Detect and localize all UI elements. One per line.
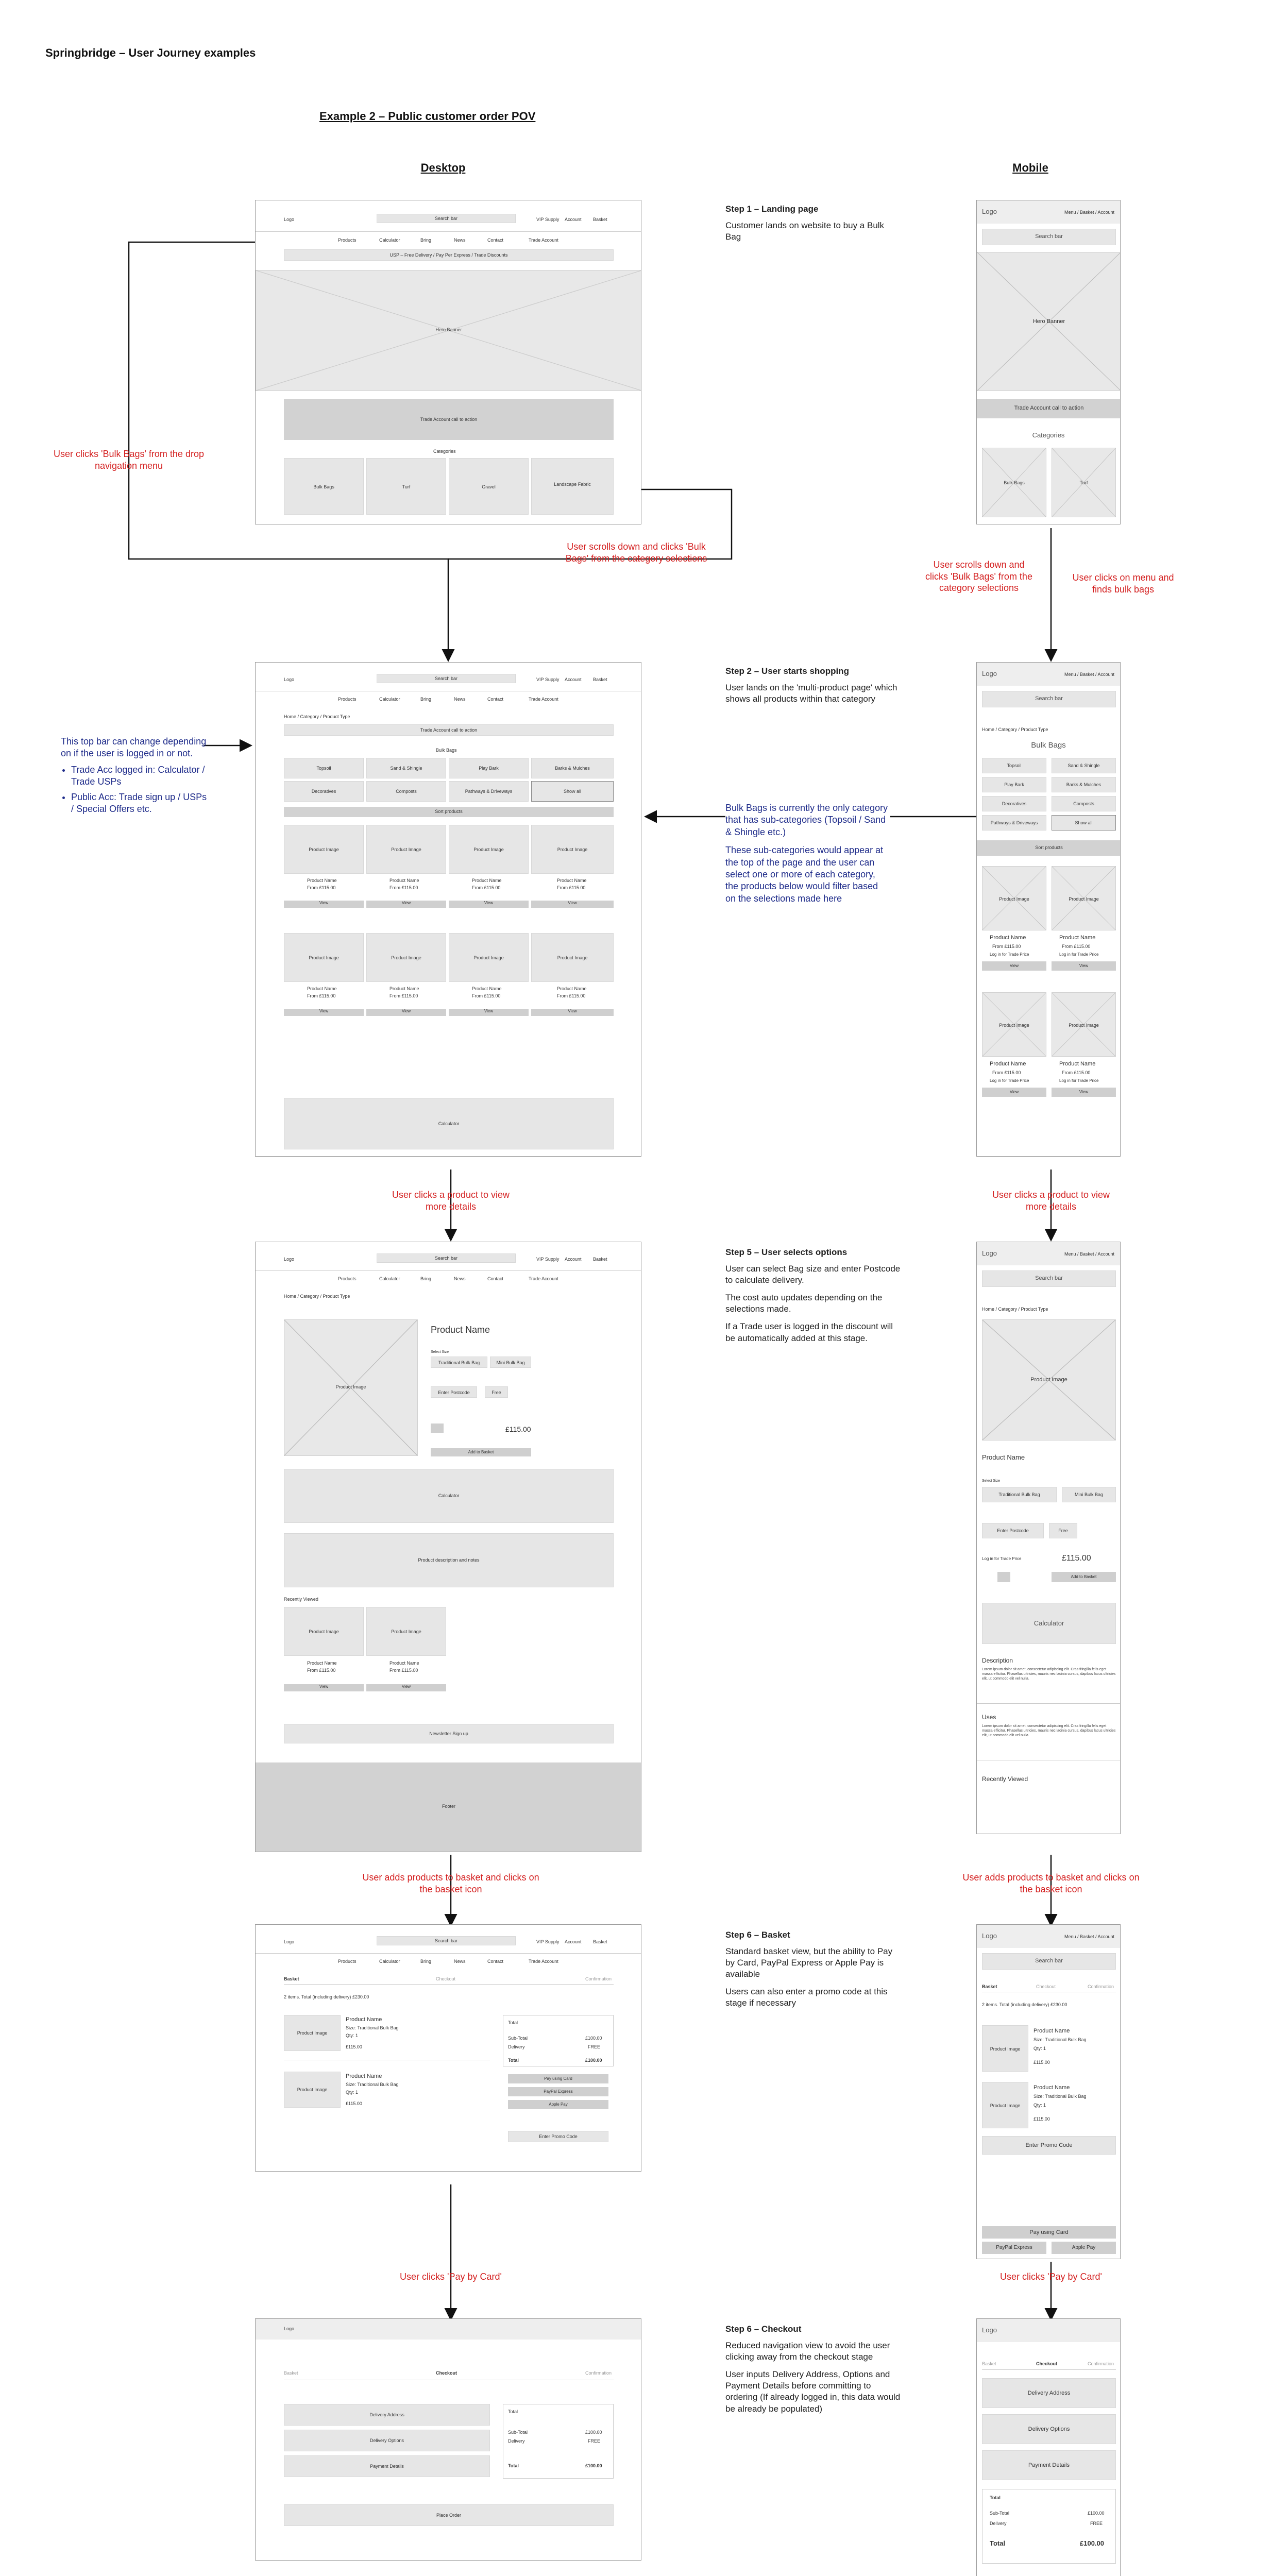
view-button[interactable]: View: [531, 901, 614, 908]
note-product-desktop: User clicks a product to view more details: [392, 1190, 510, 1212]
delivery-address-section[interactable]: Delivery Address: [982, 2378, 1116, 2408]
newsletter-signup[interactable]: Newsletter Sign up: [284, 1724, 614, 1743]
sort-products[interactable]: Sort products: [977, 840, 1121, 856]
step-6-checkout-text: Step 6 – Checkout Reduced navigation view to avoid the user clicking away from the checkout stage User inputs Delivery Address, Options and Payment Details before committing to ordering (If already logged in, this data would be already be populated): [725, 2324, 901, 2414]
note-scroll-desktop: User scrolls down and clicks 'Bulk Bags' from the category selections: [565, 541, 707, 564]
view-button[interactable]: View: [982, 1088, 1046, 1097]
desktop-category-wireframe: Logo Search bar VIP Supply Account Basket Products Calculator Bring News Contact Trade Account Home / Category / Product Type Trade Account call to action Bulk Bags Topsoil Sand & Shingle Play Bark Barks & Mulches Decoratives Composts Pathways & Driveways Show all Sort products Product Image Product Image Product Image Product Image Product Name Product Name Product Name Product Name From £115.00 From £115.00 From £115.00 From £115.00 View View View View Product Image Product Image Product Image Product Image Product Name Product Name Product Name Product Name From £115.00 From £115.00 From £115.00 From £115.00 View View View View Calculator: [255, 662, 641, 1157]
delivery-options-section[interactable]: Delivery Options: [982, 2414, 1116, 2444]
subcat-decoratives[interactable]: Decoratives: [982, 796, 1046, 811]
mobile-column-header: Mobile: [1012, 161, 1048, 174]
logo[interactable]: Logo: [284, 217, 295, 222]
desktop-basket-wireframe: Logo Search bar VIP Supply Account Basket Products Calculator Bring News Contact Trade Account Basket Checkout Confirmation 2 items. Total (including delivery) £230.00 Product Image Product Name Size: Traditional Bulk Bag Qty: 1 £115.00 Product Image Product Name Size: Traditional Bulk Bag Qty: 1 £115.00 Total Sub-Total £100.00 Delivery FREE Total £100.00 Pay using Card PayPal Express Apple Pay Enter Promo Code: [255, 1924, 641, 2172]
hero-banner[interactable]: Hero Banner: [977, 252, 1121, 391]
description-text: Lorem ipsum dolor sit amet, consectetur adipiscing elit. Cras fringilla felis eget massa efficitur. Phasellus ultricies, mauris nec lacinia cursus, dapibus lacus ultricies elit, ut commodo elit vel nulla.: [982, 1668, 1116, 1681]
view-button[interactable]: View: [366, 901, 446, 908]
note-product-mobile: User clicks a product to view more details: [992, 1190, 1110, 1212]
subcat-sand[interactable]: Sand & Shingle: [1052, 758, 1116, 773]
postcode-input[interactable]: Enter Postcode: [431, 1386, 477, 1398]
step-6-basket-text: Step 6 – Basket Standard basket view, but the ability to Pay by Card, PayPal Express or Apple Pay is available Users can also enter a promo code at this stage if necessary: [725, 1930, 893, 2008]
subcat-pathways[interactable]: Pathways & Driveways: [449, 781, 529, 802]
note-subcategories: Bulk Bags is currently the only category that has sub-categories (Topsoil / Sand & Shingle etc.) These sub-categories would appear at the top of the page and the user can select one or more of each category, the products below would filter based on the selections made here: [725, 802, 890, 905]
subcat-composts[interactable]: Composts: [366, 781, 446, 802]
note-pay-desktop: User clicks 'Pay by Card': [400, 2272, 502, 2282]
subcat-show-all[interactable]: Show all: [1052, 815, 1116, 831]
subcat-composts[interactable]: Composts: [1052, 796, 1116, 811]
bag-option-mini[interactable]: Mini Bulk Bag: [490, 1357, 531, 1368]
category-gravel[interactable]: Gravel: [449, 458, 529, 515]
view-button[interactable]: View: [284, 1009, 364, 1016]
mobile-landing-wireframe: Logo Menu / Basket / Account Search bar Hero Banner Trade Account call to action Categories Bulk Bags Turf: [976, 200, 1121, 524]
mobile-category-wireframe: Logo Menu / Basket / Account Search bar Home / Category / Product Type Bulk Bags Topsoil Sand & Shingle Play Bark Barks & Mulches Decoratives Composts Pathways & Driveways Show all Sort products Product Image Product Image Product Name Product Name From £115.00 From £115.00 Log in for Trade Price Log in for Trade Price View View Product Image Product Image Product Name Product Name From £115.00 From £115.00 Log in for Trade Price Log in for Trade Price View View: [976, 662, 1121, 1157]
note-pay-mobile: User clicks 'Pay by Card': [1000, 2272, 1102, 2282]
subcat-topsoil[interactable]: Topsoil: [284, 758, 364, 778]
mobile-basket-wireframe: Logo Menu / Basket / Account Search bar Basket Checkout Confirmation 2 items. Total (including delivery) £230.00 Product Image Product Name Size: Traditional Bulk Bag Qty: 1 £115.00 Product Image Product Name Size: Traditional Bulk Bag Qty: 1 £115.00 Enter Promo Code Pay using Card PayPal Express Apple Pay: [976, 1924, 1121, 2259]
qty-stepper[interactable]: [431, 1423, 444, 1433]
desktop-checkout-wireframe: Logo Basket Checkout Confirmation Delivery Address Delivery Options Payment Details Total Sub-Total £100.00 Delivery FREE Total £100.00 Place Order: [255, 2318, 641, 2561]
mobile-product-wireframe: Logo Menu / Basket / Account Search bar Home / Category / Product Type Product Image Product Name Select Size Traditional Bulk Bag Mini Bulk Bag Enter Postcode Free Log in for Trade Price £115.00 Add to Basket Calculator Description Lorem ipsum dolor sit amet, consectetur adipiscing elit. Cras fringilla felis eget massa efficitur. Phasellus ultricies, mauris nec lacinia cursus, dapibus lacus ultricies elit, ut commodo elit vel nulla. Uses Lorem ipsum dolor sit amet, consectetur adipiscing elit. Cras fringilla felis eget massa efficitur. Phasellus ultricies, mauris nec lacinia cursus, dapibus lacus ultricies elit, ut commodo elit vel nulla. Recently Viewed: [976, 1242, 1121, 1834]
view-button[interactable]: View: [982, 961, 1046, 971]
calculator[interactable]: Calculator: [284, 1098, 614, 1149]
uses-text: Lorem ipsum dolor sit amet, consectetur adipiscing elit. Cras fringilla felis eget massa efficitur. Phasellus ultricies, mauris nec lacinia cursus, dapibus lacus ultricies elit, ut commodo elit vel nulla.: [982, 1724, 1116, 1738]
payment-details-section[interactable]: Payment Details: [982, 2450, 1116, 2480]
mobile-search-input[interactable]: Search bar: [982, 1953, 1116, 1970]
view-button[interactable]: View: [449, 1009, 529, 1016]
mobile-checkout-wireframe: Logo Basket Checkout Confirmation Delivery Address Delivery Options Payment Details Total Sub-Total £100.00 Delivery FREE Total £100.00: [976, 2318, 1121, 2576]
pay-card-button[interactable]: Pay using Card: [982, 2226, 1116, 2239]
add-to-basket-button[interactable]: Add to Basket: [431, 1448, 531, 1456]
note-topbar: This top bar can change depending on if the user is logged in or not. • Trade Acc logged in: Calculator / Trade USPs • Public Acc: Trade sign up / USPs / Special Offers etc.: [61, 736, 210, 818]
subcat-barks[interactable]: Barks & Mulches: [531, 758, 614, 778]
category-bulk-bags[interactable]: Bulk Bags: [982, 448, 1046, 517]
paypal-button[interactable]: PayPal Express: [982, 2242, 1046, 2254]
mobile-search-input[interactable]: Search bar: [982, 1270, 1116, 1287]
desktop-product-wireframe: Logo Search bar VIP Supply Account Basket Products Calculator Bring News Contact Trade Account Home / Category / Product Type Product Image Product Name Select Size Traditional Bulk Bag Mini Bulk Bag Enter Postcode Free £115.00 Add to Basket Calculator Product description and notes Recently Viewed Product Image Product Image Product Name Product Name From £115.00 From £115.00 View View Newsletter Sign up Footer: [255, 1242, 641, 1852]
pay-card-button[interactable]: Pay using Card: [508, 2074, 608, 2083]
bag-option-mini[interactable]: Mini Bulk Bag: [1062, 1487, 1116, 1502]
step-1-text: Step 1 – Landing page Customer lands on website to buy a Bulk Bag: [725, 204, 885, 242]
subcat-barks[interactable]: Barks & Mulches: [1052, 777, 1116, 792]
desktop-landing-wireframe: Logo Search bar VIP Supply Account Basket Products Calculator Bring News Contact Trade Account USP – Free Delivery / Pay Per Express / Trade Discounts Hero Banner Trade Account call to action Categories Bulk Bags Turf Gravel Landscape Fabric: [255, 200, 641, 524]
view-button[interactable]: View: [449, 901, 529, 908]
bag-option-traditional[interactable]: Traditional Bulk Bag: [982, 1487, 1057, 1502]
search-input[interactable]: Search bar: [377, 214, 516, 223]
delivery-address-section[interactable]: Delivery Address: [284, 2404, 490, 2426]
add-to-basket-button[interactable]: Add to Basket: [1052, 1572, 1116, 1582]
delivery-options-section[interactable]: Delivery Options: [284, 2430, 490, 2451]
note-basket-desktop: User adds products to basket and clicks on the basket icon: [362, 1872, 539, 1894]
trade-cta[interactable]: Trade Account call to action: [284, 399, 614, 440]
apple-pay-button[interactable]: Apple Pay: [508, 2100, 608, 2109]
subcat-pathways[interactable]: Pathways & Driveways: [982, 815, 1046, 831]
postcode-input[interactable]: Enter Postcode: [982, 1523, 1044, 1538]
mobile-search-input[interactable]: Search bar: [982, 691, 1116, 707]
paypal-button[interactable]: PayPal Express: [508, 2087, 608, 2096]
subcat-play-bark[interactable]: Play Bark: [982, 777, 1046, 792]
subcat-topsoil[interactable]: Topsoil: [982, 758, 1046, 773]
example-title: Example 2 – Public customer order POV: [319, 110, 536, 123]
view-button[interactable]: View: [1052, 1088, 1116, 1097]
calculator[interactable]: Calculator: [284, 1469, 614, 1523]
note-bulk-bags-menu: User clicks 'Bulk Bags' from the drop navigation menu: [54, 449, 204, 471]
category-landscape[interactable]: Landscape Fabric: [531, 458, 614, 515]
category-bulk-bags[interactable]: Bulk Bags: [284, 458, 364, 515]
apple-pay-button[interactable]: Apple Pay: [1052, 2242, 1116, 2254]
view-button[interactable]: View: [284, 1684, 364, 1691]
page-title: Springbridge – User Journey examples: [45, 46, 256, 59]
promo-code-input[interactable]: Enter Promo Code: [508, 2131, 608, 2142]
bag-option-traditional[interactable]: Traditional Bulk Bag: [431, 1357, 487, 1368]
place-order-button[interactable]: Place Order: [284, 2504, 614, 2526]
subcat-sand[interactable]: Sand & Shingle: [366, 758, 446, 778]
step-5-text: Step 5 – User selects options User can select Bag size and enter Postcode to calculate delivery. The cost auto updates depending on the selections made. If a Trade user is logged in the discount will be automatically added at this stage.: [725, 1247, 901, 1343]
search-input[interactable]: Search bar: [377, 1936, 516, 1945]
calculator[interactable]: Calculator: [982, 1603, 1116, 1644]
hero-banner[interactable]: Hero Banner: [256, 270, 641, 391]
payment-details-section[interactable]: Payment Details: [284, 2455, 490, 2477]
note-scroll-mobile: User scrolls down and clicks 'Bulk Bags' from the category selections: [925, 560, 1032, 593]
view-button[interactable]: View: [366, 1009, 446, 1016]
subcat-show-all[interactable]: Show all: [531, 781, 614, 802]
subcat-play-bark[interactable]: Play Bark: [449, 758, 529, 778]
note-menu-mobile: User clicks on menu and finds bulk bags: [1072, 572, 1174, 595]
desktop-column-header: Desktop: [420, 161, 466, 174]
view-button[interactable]: View: [1052, 961, 1116, 971]
mobile-search-input[interactable]: Search bar: [982, 229, 1116, 245]
step-2-text: Step 2 – User starts shopping User lands on the 'multi-product page' which shows all products within that category: [725, 666, 897, 704]
view-button[interactable]: View: [284, 901, 364, 908]
footer: Footer: [256, 1762, 641, 1852]
category-turf[interactable]: Turf: [366, 458, 446, 515]
view-button[interactable]: View: [531, 1009, 614, 1016]
search-input[interactable]: Search bar: [377, 1253, 516, 1263]
qty-stepper[interactable]: [997, 1572, 1010, 1582]
category-turf[interactable]: Turf: [1052, 448, 1116, 517]
subcat-decoratives[interactable]: Decoratives: [284, 781, 364, 802]
search-input[interactable]: Search bar: [377, 674, 516, 683]
view-button[interactable]: View: [366, 1684, 446, 1691]
note-basket-mobile: User adds products to basket and clicks on the basket icon: [962, 1872, 1140, 1894]
promo-code-input[interactable]: Enter Promo Code: [982, 2136, 1116, 2155]
